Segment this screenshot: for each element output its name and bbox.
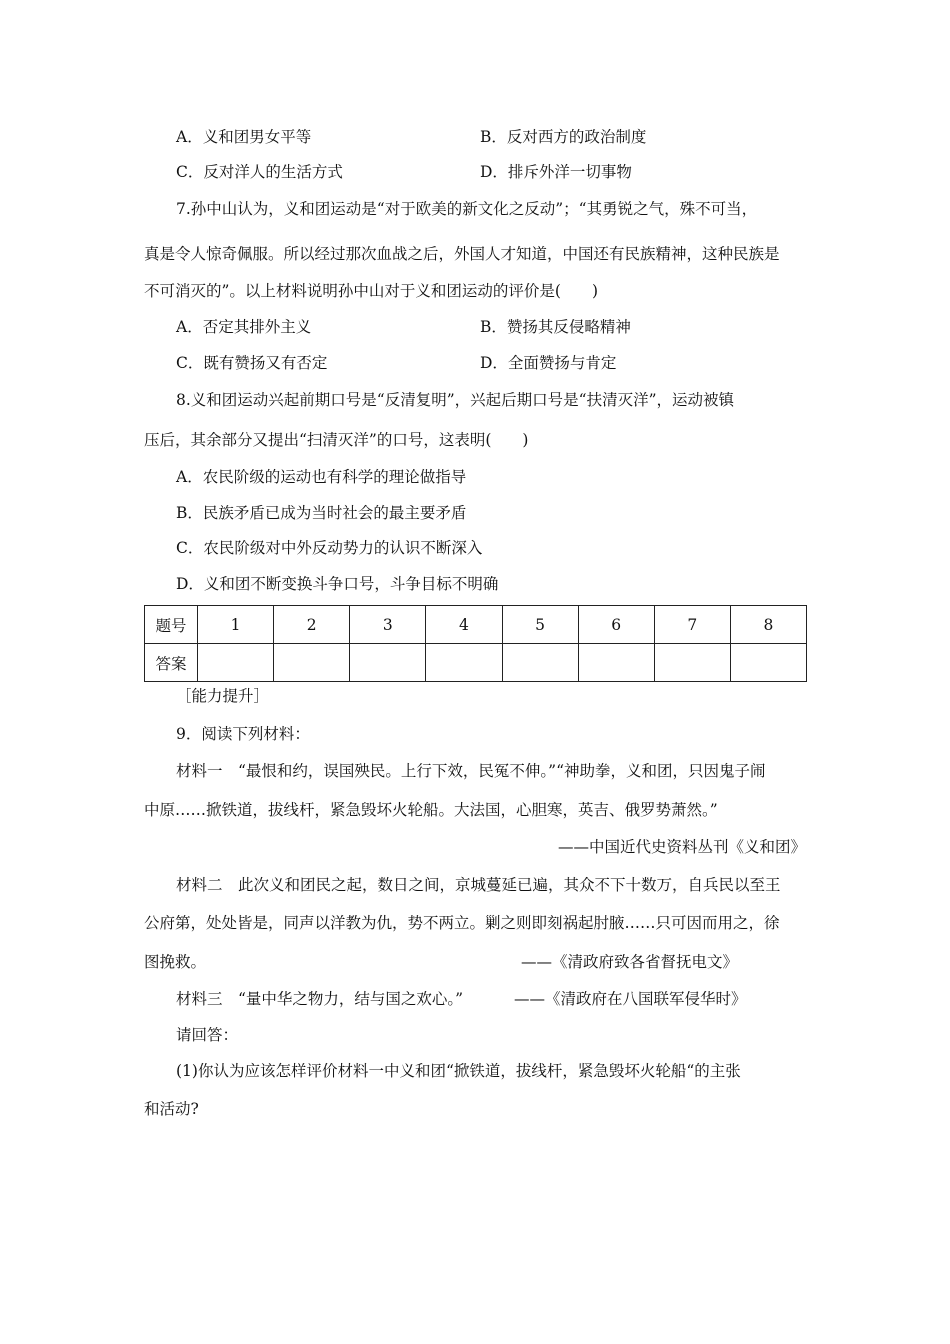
q7-option-b: B．赞扬其反侵略精神 bbox=[480, 318, 631, 336]
answer-cell[interactable] bbox=[578, 644, 654, 682]
table-number-cell: 2 bbox=[274, 606, 350, 644]
q9-material3-source: ——《清政府在八国联军侵华时》 bbox=[514, 990, 747, 1008]
q8-option-c: C．农民阶级对中外反动势力的认识不断深入 bbox=[176, 539, 483, 557]
q8-option-a: A．农民阶级的运动也有科学的理论做指导 bbox=[176, 468, 467, 486]
q9-material2-line1: 材料二 此次义和团民之起，数日之间，京城蔓延已遍，其众不下十数万，自兵民以至王 bbox=[176, 876, 781, 894]
q9-intro: 9．阅读下列材料： bbox=[176, 725, 310, 743]
table-number-cell: 6 bbox=[578, 606, 654, 644]
q6-option-d: D．排斥外洋一切事物 bbox=[480, 163, 632, 181]
q9-prompt: 请回答： bbox=[176, 1026, 239, 1044]
table-answer-label: 答案 bbox=[145, 644, 198, 682]
q7-option-d: D．全面赞扬与肯定 bbox=[480, 354, 617, 372]
answer-cell[interactable] bbox=[274, 644, 350, 682]
q7-option-a: A．否定其排外主义 bbox=[176, 318, 312, 336]
answer-cell[interactable] bbox=[198, 644, 274, 682]
q6-option-b: B．反对西方的政治制度 bbox=[480, 128, 647, 146]
answer-cell[interactable] bbox=[426, 644, 502, 682]
q9-material2-line3: 图挽救。 bbox=[144, 953, 207, 971]
q7-stem-line1: 7.孙中山认为，义和团运动是“对于欧美的新文化之反动”；“其勇锐之气，殊不可当， bbox=[176, 200, 758, 218]
table-number-cell: 8 bbox=[730, 606, 806, 644]
answer-cell[interactable] bbox=[350, 644, 426, 682]
q9-material1-line1: 材料一 “最恨和约，误国殃民。上行下效，民冤不伸。”“神助拳，义和团，只因鬼子闹 bbox=[176, 762, 766, 780]
q9-sub1-line1: (1)你认为应该怎样评价材料一中义和团“掀铁道，拔线杆，紧急毁坏火轮船“的主张 bbox=[176, 1062, 741, 1080]
table-number-cell: 3 bbox=[350, 606, 426, 644]
q8-option-d: D．义和团不断变换斗争口号，斗争目标不明确 bbox=[176, 575, 499, 593]
q9-material1-source: ——中国近代史资料丛刊《义和团》 bbox=[557, 838, 806, 856]
q9-sub1-line2: 和活动? bbox=[144, 1100, 199, 1118]
q7-stem-line3: 不可消灭的”。以上材料说明孙中山对于义和团运动的评价是( ) bbox=[144, 282, 599, 300]
answer-table-header-row bbox=[145, 606, 807, 644]
answer-table-answer-row bbox=[145, 644, 807, 682]
table-number-cell: 4 bbox=[426, 606, 502, 644]
q6-option-a: A．义和团男女平等 bbox=[176, 128, 312, 146]
answer-table bbox=[144, 605, 807, 682]
q7-option-c: C．既有赞扬又有否定 bbox=[176, 354, 328, 372]
q7-stem-line2: 真是令人惊奇佩服。所以经过那次血战之后，外国人才知道，中国还有民族精神，这种民族是 bbox=[144, 245, 780, 263]
q9-material2-line2: 公府第，处处皆是，同声以洋教为仇，势不两立。剿之则即刻祸起肘腋……只可因而用之，徐 bbox=[144, 914, 780, 932]
table-header-label: 题号 bbox=[145, 606, 198, 644]
q9-material1-line2: 中原……掀铁道，拔线杆，紧急毁坏火轮船。大法国，心胆寒，英吉、俄罗势萧然。” bbox=[144, 801, 718, 819]
q9-material3-text: 材料三 “量中华之物力，结与国之欢心。” bbox=[176, 990, 464, 1008]
q8-stem-line2: 压后，其余部分又提出“扫清灭洋”的口号，这表明( ) bbox=[144, 431, 529, 449]
answer-cell[interactable] bbox=[730, 644, 806, 682]
q8-stem-line1: 8.义和团运动兴起前期口号是“反清复明”，兴起后期口号是“扶清灭洋”，运动被镇 bbox=[176, 391, 734, 409]
table-number-cell: 5 bbox=[502, 606, 578, 644]
section-title: ［能力提升］ bbox=[176, 687, 270, 705]
answer-cell[interactable] bbox=[654, 644, 730, 682]
table-number-cell: 7 bbox=[654, 606, 730, 644]
answer-cell[interactable] bbox=[502, 644, 578, 682]
q6-option-c: C．反对洋人的生活方式 bbox=[176, 163, 343, 181]
q8-option-b: B．民族矛盾已成为当时社会的最主要矛盾 bbox=[176, 504, 467, 522]
table-number-cell: 1 bbox=[198, 606, 274, 644]
q9-material2-source: ——《清政府致各省督抚电文》 bbox=[521, 953, 739, 971]
